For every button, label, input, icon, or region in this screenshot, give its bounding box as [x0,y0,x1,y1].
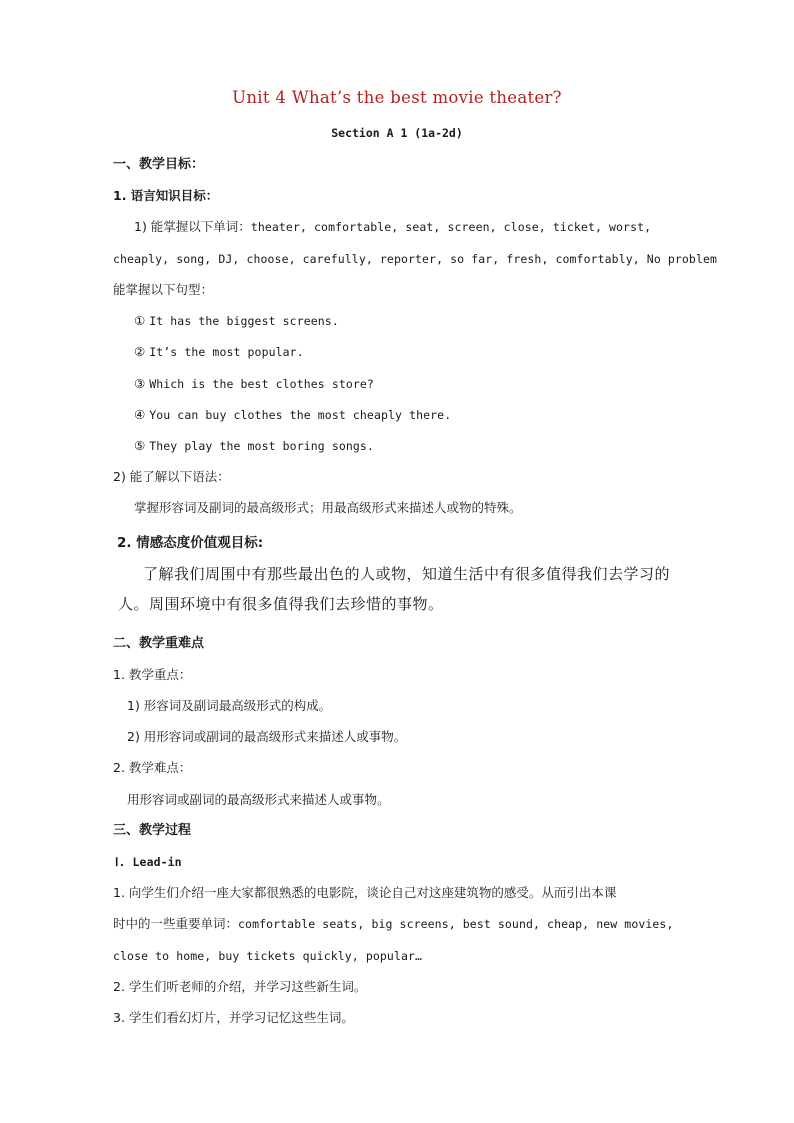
section-2-heading: 二、教学重难点 [113,636,205,651]
sentence-text: It has the biggest screens. [149,314,339,328]
focus-item: 2) 用形容词或副词的最高级形式来描述人或事物。 [127,729,407,744]
sentence-number: ① [134,313,146,328]
procedure-line-1: 1. 向学生们介绍一座大家都很熟悉的电影院，谈论自己对这座建筑物的感受。从而引出本课 [113,885,617,900]
sentence-number: ② [134,344,146,359]
sentence-number: ③ [134,376,146,391]
emotion-text-line-1: 了解我们周围中有那些最出色的人或物，知道生活中有很多值得我们去学习的 [143,565,671,583]
procedure-step-3: 3. 学生们看幻灯片，并学习记忆这些生词。 [113,1010,354,1025]
focus-item: 1) 形容词及副词最高级形式的构成。 [127,698,332,713]
procedure-step-2: 2. 学生们听老师的介绍，并学习这些新生词。 [113,979,367,994]
focus-title: 1. 教学重点： [113,667,192,682]
sentence-text: Which is the best clothes store? [149,377,374,391]
language-goal-heading: 1. 语言知识目标： [113,188,219,203]
procedure-line-3: close to home, buy tickets quickly, popular… [113,949,423,963]
difficulty-title: 2. 教学难点： [113,760,192,775]
vocab-prefix: 1) 能掌握以下单词： [134,219,251,234]
sentence-item [134,344,304,360]
document-title: Unit 4 What’s the best movie theater? [232,88,562,107]
sentence-text: It’s the most popular. [149,345,304,359]
procedure-line-2-prefix: 时中的一些重要单词： [113,916,239,931]
sentence-number: ⑤ [134,438,146,453]
sentence-number: ④ [134,407,146,422]
vocab-line-1 [134,219,651,235]
sentence-text: They play the most boring songs. [149,439,374,453]
vocab-line-2: cheaply, song, DJ, choose, carefully, reporter, so far, fresh, comfortably, No problem [113,252,718,266]
section-3-heading: 三、教学过程 [113,823,192,838]
difficulty-text: 用形容词或副词的最高级形式来描述人或事物。 [127,792,390,807]
emotion-goal-heading: 2. 情感态度价值观目标: [117,535,264,551]
sentence-item [134,407,451,423]
procedure-line-2-words: comfortable seats, big screens, best sound, cheap, new movies, [238,917,674,931]
section-1-heading: 一、教学目标： [113,157,205,172]
vocab-words-1: theater, comfortable, seat, screen, close, ticket, worst, [250,220,652,234]
procedure-line-2 [113,916,673,932]
sentence-item [134,376,374,392]
emotion-text-line-2: 人。周围环境中有很多值得我们去珍惜的事物。 [118,595,444,613]
grammar-title: 2) 能了解以下语法： [113,469,230,484]
grammar-text: 掌握形容词及副词的最高级形式；用最高级形式来描述人或物的特殊。 [134,500,522,515]
lead-in-heading: Ⅰ. Lead-in [115,855,182,869]
section-subtitle: Section A 1 (1a-2d) [331,126,463,140]
sentence-item [134,313,339,329]
sentences-intro: 能掌握以下句型： [113,282,214,297]
sentence-text: You can buy clothes the most cheaply there. [149,408,452,422]
sentence-item [134,438,374,454]
